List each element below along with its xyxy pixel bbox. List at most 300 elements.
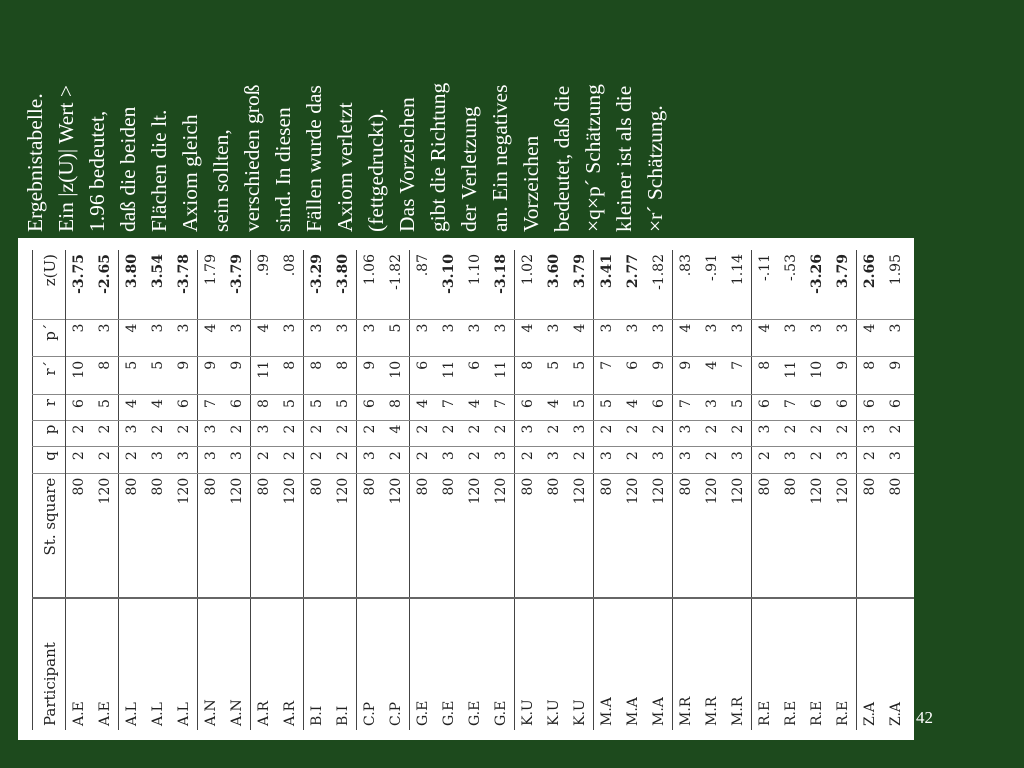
cell-z-u: 1.95 xyxy=(888,254,904,286)
cell-participant: B.I xyxy=(330,598,357,730)
cell-r: 6 xyxy=(830,395,857,421)
cell-r-prime: 8 xyxy=(515,356,542,394)
cell-p: 2 xyxy=(145,420,171,447)
cell-p: 3 xyxy=(198,420,225,447)
cell-r-prime: 10 xyxy=(383,356,410,394)
cell-q: 3 xyxy=(171,447,198,474)
cell-p-prime: 4 xyxy=(515,319,542,356)
cell-r: 4 xyxy=(462,395,488,421)
table-row xyxy=(66,250,93,730)
cell-p xyxy=(909,420,914,447)
side-text-line: Ergebnistabelle. xyxy=(23,93,47,232)
table-row xyxy=(119,250,146,730)
cell-p-prime: 3 xyxy=(171,319,198,356)
cell-participant: A.N xyxy=(224,598,251,730)
cell-st-square: 80 xyxy=(251,473,278,597)
cell-r-prime: 9 xyxy=(673,356,700,394)
cell-p-prime: 3 xyxy=(804,319,830,356)
cell-st-square: 120 xyxy=(830,473,857,597)
cell-q: 2 xyxy=(304,447,331,474)
cell-st-square: 80 xyxy=(304,473,331,597)
side-text-line: bedeutet, daß die xyxy=(550,85,574,232)
cell-z-u: .87 xyxy=(410,250,437,319)
cell-st-square: 80 xyxy=(515,473,542,597)
cell-r: 5 xyxy=(277,395,304,421)
side-text-line: kleiner ist als die xyxy=(612,85,636,232)
cell-p-prime: 5 xyxy=(383,319,410,356)
cell-q: 2 xyxy=(330,447,357,474)
cell-z-u: -3.26 xyxy=(809,254,825,294)
side-text-line: 1.96 bedeutet, xyxy=(85,110,109,232)
table-row xyxy=(198,250,225,730)
cell-r-prime: 7 xyxy=(594,356,621,394)
cell-r-prime: 8 xyxy=(857,356,884,394)
cell-r: 4 xyxy=(541,395,567,421)
cell-st-square: 80 xyxy=(410,473,437,597)
table-row xyxy=(436,250,462,730)
cell-r: 3 xyxy=(699,395,725,421)
cell-z-u: 3.80 xyxy=(119,250,146,319)
table-row xyxy=(857,250,884,730)
table-row xyxy=(251,250,278,730)
cell-z-u: -3.18 xyxy=(493,254,509,294)
side-text-line: sind. In diesen xyxy=(271,107,295,232)
cell-q: 3 xyxy=(488,447,515,474)
cell-p-prime: 4 xyxy=(251,319,278,356)
cell-r-prime: 5 xyxy=(567,356,594,394)
cell-p-prime: 3 xyxy=(594,319,621,356)
cell-p: 2 xyxy=(488,420,515,447)
cell-z-u: 3.79 xyxy=(835,254,851,289)
cell-p-prime: 4 xyxy=(119,319,146,356)
table-row xyxy=(594,250,621,730)
cell-p-prime: 3 xyxy=(145,319,171,356)
cell-q: 2 xyxy=(515,447,542,474)
table-body xyxy=(66,250,915,730)
cell-st-square: 120 xyxy=(330,473,357,597)
cell-participant: A.L xyxy=(119,598,146,730)
cell-z-u: .83 xyxy=(673,250,700,319)
cell-z-u: -3.79 xyxy=(229,254,245,294)
cell-r-prime: 5 xyxy=(541,356,567,394)
table-row xyxy=(883,250,909,730)
cell-z-u: -3.29 xyxy=(304,250,331,319)
cell-st-square: 120 xyxy=(277,473,304,597)
cell-p: 2 xyxy=(725,420,752,447)
table-row xyxy=(567,250,594,730)
cell-r-prime: 9 xyxy=(646,356,673,394)
cell-p: 3 xyxy=(515,420,542,447)
cell-r-prime: 9 xyxy=(357,356,384,394)
cell-st-square: 80 xyxy=(357,473,384,597)
cell-participant: K.U xyxy=(567,598,594,730)
cell-q: 3 xyxy=(224,447,251,474)
cell-st-square: 80 xyxy=(145,473,171,597)
cell-participant: A.R xyxy=(277,598,304,730)
cell-z-u: -1.82 xyxy=(651,254,667,290)
cell-z-u: -3.80 xyxy=(335,254,351,294)
table-row xyxy=(462,250,488,730)
table-row xyxy=(699,250,725,730)
cell-r: 7 xyxy=(488,395,515,421)
cell-r-prime: 11 xyxy=(251,356,278,394)
cell-r-prime: 11 xyxy=(436,356,462,394)
cell-q: 2 xyxy=(119,447,146,474)
side-text-line: gibt die Richtung xyxy=(426,82,450,232)
cell-r: 8 xyxy=(251,395,278,421)
cell-z-u: 3.54 xyxy=(150,254,166,289)
cell-r: 7 xyxy=(778,395,804,421)
cell-p-prime: 3 xyxy=(725,319,752,356)
cell-participant: M.A xyxy=(646,598,673,730)
cell-r-prime: 9 xyxy=(883,356,909,394)
cell-p-prime: 4 xyxy=(752,319,779,356)
cell-p: 3 xyxy=(857,420,884,447)
cell-q: 3 xyxy=(778,447,804,474)
cell-r: 6 xyxy=(171,395,198,421)
cell-participant: M.A xyxy=(620,598,646,730)
cell-p-prime: 3 xyxy=(830,319,857,356)
cell-r: 6 xyxy=(515,395,542,421)
table-row xyxy=(909,250,914,730)
table-row xyxy=(92,250,119,730)
cell-z-u: 1.02 xyxy=(515,250,542,319)
cell-r-prime: 9 xyxy=(171,356,198,394)
page-number: 42 xyxy=(916,708,933,727)
cell-participant: G.E xyxy=(410,598,437,730)
cell-r-prime: 5 xyxy=(119,356,146,394)
cell-participant: R.E xyxy=(752,598,779,730)
cell-st-square: 80 xyxy=(436,473,462,597)
cell-p: 2 xyxy=(883,420,909,447)
cell-r-prime: 7 xyxy=(725,356,752,394)
cell-r-prime: 9 xyxy=(224,356,251,394)
cell-z-u: 2.66 xyxy=(857,250,884,319)
cell-r xyxy=(909,395,914,421)
cell-q: 2 xyxy=(699,447,725,474)
cell-q: 3 xyxy=(725,447,752,474)
table-row xyxy=(383,250,410,730)
cell-p-prime: 4 xyxy=(198,319,225,356)
cell-r: 5 xyxy=(330,395,357,421)
side-text-line: ×q×p´ Schätzung xyxy=(581,84,605,232)
cell-p-prime: 3 xyxy=(883,319,909,356)
cell-p-prime: 3 xyxy=(277,319,304,356)
cell-r: 6 xyxy=(66,395,93,421)
table-row xyxy=(673,250,700,730)
cell-p-prime xyxy=(909,319,914,356)
cell-z-u: -1.82 xyxy=(388,254,404,290)
cell-p: 3 xyxy=(251,420,278,447)
cell-z-u: 2.77 xyxy=(625,254,641,289)
cell-p: 2 xyxy=(410,420,437,447)
cell-r: 5 xyxy=(92,395,119,421)
table-row xyxy=(804,250,830,730)
cell-st-square: 120 xyxy=(567,473,594,597)
cell-st-square: 80 xyxy=(883,473,909,597)
cell-p-prime: 3 xyxy=(357,319,384,356)
side-text-line: Das Vorzeichen xyxy=(395,97,419,232)
cell-participant: M.R xyxy=(699,598,725,730)
cell-participant: M.R xyxy=(725,598,752,730)
cell-st-square: 120 xyxy=(488,473,515,597)
cell-q: 3 xyxy=(357,447,384,474)
cell-q: 3 xyxy=(594,447,621,474)
cell-z-u: -3.10 xyxy=(441,254,457,294)
cell-p-prime: 3 xyxy=(66,319,93,356)
cell-p: 2 xyxy=(277,420,304,447)
cell-st-square: 80 xyxy=(673,473,700,597)
cell-st-square: 80 xyxy=(594,473,621,597)
cell-st-square: 80 xyxy=(541,473,567,597)
cell-r: 8 xyxy=(383,395,410,421)
cell-p: 3 xyxy=(752,420,779,447)
cell-st-square: 120 xyxy=(92,473,119,597)
cell-participant: M.A xyxy=(594,598,621,730)
cell-r-prime: 9 xyxy=(198,356,225,394)
cell-r-prime: 11 xyxy=(778,356,804,394)
cell-p: 2 xyxy=(462,420,488,447)
side-text-line: (fettgedruckt). xyxy=(364,108,388,232)
cell-p-prime: 3 xyxy=(224,319,251,356)
cell-r: 4 xyxy=(119,395,146,421)
cell-p: 4 xyxy=(383,420,410,447)
cell-participant: A.L xyxy=(171,598,198,730)
cell-p-prime: 4 xyxy=(567,319,594,356)
cell-participant xyxy=(909,598,914,730)
table-row xyxy=(330,250,357,730)
cell-r-prime: 10 xyxy=(66,356,93,394)
cell-q: 2 xyxy=(251,447,278,474)
cell-r: 5 xyxy=(725,395,752,421)
cell-participant: C.P xyxy=(357,598,384,730)
side-text-line: verschieden groß xyxy=(240,84,264,232)
side-text-line: Axiom verletzt xyxy=(333,102,357,232)
cell-r-prime: 8 xyxy=(277,356,304,394)
table-row xyxy=(830,250,857,730)
cell-r: 7 xyxy=(436,395,462,421)
cell-st-square: 80 xyxy=(857,473,884,597)
table-row xyxy=(357,250,384,730)
cell-q: 3 xyxy=(436,447,462,474)
cell-r-prime: 9 xyxy=(830,356,857,394)
cell-r-prime: 8 xyxy=(330,356,357,394)
results-table xyxy=(32,250,914,730)
cell-p-prime: 3 xyxy=(541,319,567,356)
cell-r-prime xyxy=(909,356,914,394)
table-row xyxy=(277,250,304,730)
cell-p-prime: 3 xyxy=(646,319,673,356)
side-text-line: Fällen wurde das xyxy=(302,85,326,232)
cell-st-square: 80 xyxy=(752,473,779,597)
cell-r: 6 xyxy=(857,395,884,421)
cell-p-prime: 3 xyxy=(488,319,515,356)
cell-participant: K.U xyxy=(515,598,542,730)
cell-st-square: 120 xyxy=(699,473,725,597)
cell-z-u: .99 xyxy=(251,250,278,319)
cell-q: 2 xyxy=(567,447,594,474)
cell-q: 3 xyxy=(646,447,673,474)
cell-p: 2 xyxy=(699,420,725,447)
cell-p: 2 xyxy=(594,420,621,447)
side-text-line: Vorzeichen xyxy=(519,135,543,232)
table-row xyxy=(410,250,437,730)
cell-q: 2 xyxy=(462,447,488,474)
cell-p-prime: 3 xyxy=(620,319,646,356)
cell-q: 3 xyxy=(198,447,225,474)
cell-r: 5 xyxy=(304,395,331,421)
cell-p: 2 xyxy=(224,420,251,447)
cell-st-square: 120 xyxy=(171,473,198,597)
cell-r-prime: 6 xyxy=(410,356,437,394)
table-row xyxy=(541,250,567,730)
cell-r-prime: 6 xyxy=(620,356,646,394)
cell-r: 4 xyxy=(145,395,171,421)
cell-p: 2 xyxy=(92,420,119,447)
cell-p-prime: 3 xyxy=(330,319,357,356)
cell-q: 3 xyxy=(883,447,909,474)
header-z-u: z(U) xyxy=(33,250,66,319)
side-text-line: der Verletzung xyxy=(457,106,481,232)
table-header-row xyxy=(33,250,66,730)
header-st-square: St. square xyxy=(33,473,66,597)
cell-r-prime: 8 xyxy=(304,356,331,394)
cell-q: 2 xyxy=(857,447,884,474)
cell-participant: G.E xyxy=(488,598,515,730)
cell-participant: R.E xyxy=(804,598,830,730)
cell-p: 2 xyxy=(171,420,198,447)
side-text-line: ×r´ Schätzung. xyxy=(643,105,667,232)
cell-participant: A.R xyxy=(251,598,278,730)
cell-z-u: 3.60 xyxy=(546,254,562,289)
cell-p-prime: 4 xyxy=(673,319,700,356)
cell-r-prime: 6 xyxy=(462,356,488,394)
cell-st-square: 120 xyxy=(462,473,488,597)
cell-p: 2 xyxy=(304,420,331,447)
cell-participant: B.I xyxy=(304,598,331,730)
cell-q: 2 xyxy=(804,447,830,474)
cell-q xyxy=(909,447,914,474)
table-row xyxy=(646,250,673,730)
cell-q: 2 xyxy=(383,447,410,474)
cell-r-prime: 8 xyxy=(92,356,119,394)
cell-r-prime: 11 xyxy=(488,356,515,394)
cell-participant: G.E xyxy=(436,598,462,730)
cell-q: 2 xyxy=(92,447,119,474)
cell-p: 2 xyxy=(541,420,567,447)
table-row xyxy=(171,250,198,730)
cell-st-square: 120 xyxy=(804,473,830,597)
cell-q: 2 xyxy=(620,447,646,474)
cell-participant: A.E xyxy=(66,598,93,730)
cell-st-square: 80 xyxy=(198,473,225,597)
cell-p: 3 xyxy=(119,420,146,447)
table-row xyxy=(778,250,804,730)
cell-r: 4 xyxy=(620,395,646,421)
cell-z-u: 1.10 xyxy=(467,254,483,286)
cell-participant: Z.A xyxy=(857,598,884,730)
cell-q: 2 xyxy=(752,447,779,474)
cell-r: 5 xyxy=(567,395,594,421)
table-row xyxy=(752,250,779,730)
header-r-prime: r´ xyxy=(33,356,66,394)
cell-z-u: -3.75 xyxy=(66,250,93,319)
cell-r-prime: 8 xyxy=(752,356,779,394)
cell-r: 7 xyxy=(673,395,700,421)
results-table-panel xyxy=(18,238,914,740)
cell-r-prime: 4 xyxy=(699,356,725,394)
cell-st-square: 120 xyxy=(725,473,752,597)
side-text xyxy=(20,20,668,232)
header-q: q xyxy=(33,447,66,474)
cell-p-prime: 3 xyxy=(699,319,725,356)
cell-p-prime: 3 xyxy=(304,319,331,356)
cell-st-square: 120 xyxy=(646,473,673,597)
table-row xyxy=(145,250,171,730)
cell-q: 2 xyxy=(410,447,437,474)
side-text-line: an. Ein negatives xyxy=(488,84,512,232)
cell-participant: M.R xyxy=(673,598,700,730)
cell-st-square: 120 xyxy=(224,473,251,597)
cell-st-square: 80 xyxy=(119,473,146,597)
cell-p-prime: 3 xyxy=(778,319,804,356)
header-p-prime: p´ xyxy=(33,319,66,356)
cell-participant: A.E xyxy=(92,598,119,730)
cell-r: 6 xyxy=(357,395,384,421)
side-text-line: Axiom gleich xyxy=(178,114,202,232)
cell-st-square xyxy=(909,473,914,597)
cell-participant: K.U xyxy=(541,598,567,730)
cell-participant: G.E xyxy=(462,598,488,730)
cell-p: 2 xyxy=(357,420,384,447)
cell-p-prime: 3 xyxy=(462,319,488,356)
cell-q: 2 xyxy=(277,447,304,474)
cell-p: 2 xyxy=(646,420,673,447)
cell-st-square: 120 xyxy=(383,473,410,597)
header-r: r xyxy=(33,395,66,421)
cell-z-u: -3.78 xyxy=(176,254,192,294)
header-participant: Participant xyxy=(33,598,66,730)
cell-z-u: 1.06 xyxy=(357,250,384,319)
cell-p: 3 xyxy=(673,420,700,447)
cell-participant: Z.A xyxy=(883,598,909,730)
cell-z-u: 1.14 xyxy=(730,254,746,286)
cell-participant: A.N xyxy=(198,598,225,730)
cell-r: 7 xyxy=(198,395,225,421)
table-row xyxy=(488,250,515,730)
cell-q: 3 xyxy=(830,447,857,474)
cell-st-square: 120 xyxy=(620,473,646,597)
table-row xyxy=(620,250,646,730)
cell-p: 2 xyxy=(778,420,804,447)
side-text-line: daß die beiden xyxy=(116,106,140,232)
cell-p-prime: 3 xyxy=(92,319,119,356)
cell-r: 6 xyxy=(646,395,673,421)
cell-p-prime: 4 xyxy=(857,319,884,356)
cell-z-u: 3.41 xyxy=(594,250,621,319)
side-text-line: Flächen die lt. xyxy=(147,109,171,232)
cell-r: 5 xyxy=(594,395,621,421)
cell-q: 2 xyxy=(66,447,93,474)
cell-p: 2 xyxy=(436,420,462,447)
cell-p-prime: 3 xyxy=(410,319,437,356)
cell-z-u: -.91 xyxy=(704,254,720,281)
cell-r: 6 xyxy=(804,395,830,421)
results-table-rotated xyxy=(18,238,914,740)
cell-z-u: -.53 xyxy=(783,254,799,281)
cell-z-u xyxy=(909,250,914,319)
cell-participant: C.P xyxy=(383,598,410,730)
